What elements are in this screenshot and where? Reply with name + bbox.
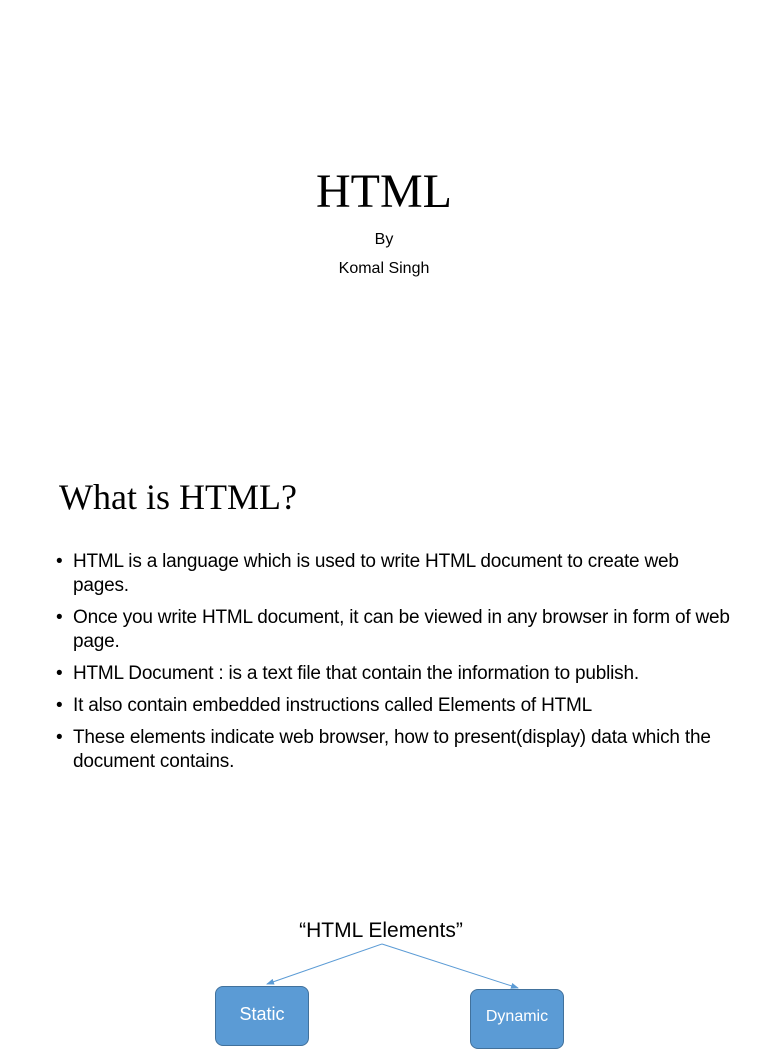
bullet-text: It also contain embedded instructions called Elements of HTML xyxy=(73,695,593,716)
dynamic-node: Dynamic xyxy=(470,989,564,1049)
list-item xyxy=(56,662,736,686)
static-node: Static xyxy=(215,986,309,1046)
bullet-icon: • xyxy=(56,727,63,748)
bullet-text: Once you write HTML document, it can be viewed in any browser in form of web page. xyxy=(73,607,730,652)
slide-title: HTML xyxy=(316,165,452,218)
bullet-text: HTML Document : is a text file that contain the information to publish. xyxy=(73,663,639,684)
list-item xyxy=(56,726,736,774)
list-item xyxy=(56,606,736,654)
diagram-title: “HTML Elements” xyxy=(299,919,463,942)
bullet-icon: • xyxy=(56,663,63,684)
bullet-text: These elements indicate web browser, how to present(display) data which the document contains. xyxy=(73,727,711,772)
bullet-icon: • xyxy=(56,607,63,628)
section-heading: What is HTML? xyxy=(59,477,297,517)
bullet-text: HTML is a language which is used to write HTML document to create web pages. xyxy=(73,551,679,596)
author-name: Komal Singh xyxy=(338,260,430,277)
by-label: By xyxy=(374,231,394,248)
bullet-icon: • xyxy=(56,695,63,716)
list-item xyxy=(56,694,736,718)
list-item xyxy=(56,550,736,598)
arrow-to-dynamic xyxy=(382,944,518,988)
arrow-to-static xyxy=(267,944,382,984)
bullet-list xyxy=(56,550,736,782)
bullet-icon: • xyxy=(56,551,63,572)
